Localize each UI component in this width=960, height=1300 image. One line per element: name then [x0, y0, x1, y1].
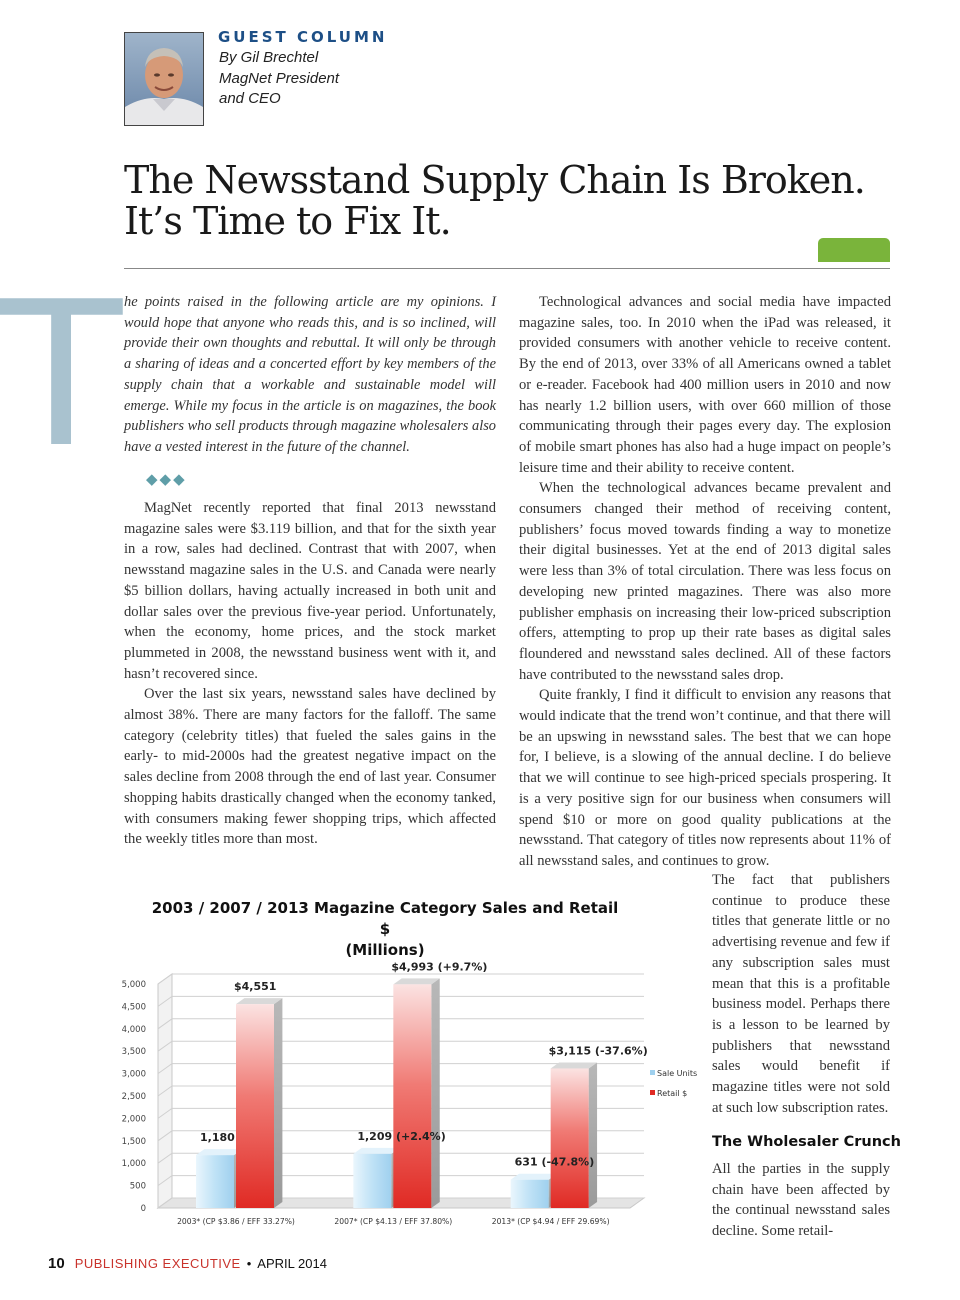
headline-rule: [124, 268, 890, 269]
section-tab: [818, 238, 890, 262]
paragraph: All the parties in the supply chain have been affected by the continual newsstand sales decline. Some retail-: [712, 1161, 890, 1240]
y-tick-label: 1,500: [121, 1136, 146, 1147]
y-tick-label: 4,000: [121, 1024, 146, 1035]
right-narrow-column: [712, 870, 890, 1118]
paragraph: When the technological advances became prevalent and consumers changed their method of receiving content, publishers’ focus moved towards finding a way to monetize their digital businesses. Yet at the end of 2013 digital sales were less than 3% of total circulation. There was less focus on developing new printed magazines. There was also more publisher emphasis on increasing their low-priced subscription offers, attempting to prop up their rate bases as digital sales floundered and newsstand sales declined. All of these factors have contributed to the newsstand sales drop.: [519, 480, 891, 683]
paragraph: Quite frankly, I find it difficult to envision any reasons that would indicate that the trend won’t continue, and that there will be an upswing in newsstand sales. The best that we can hope for, I believe, is a slowing of the annual decline. I do believe that we will continue to see high-priced specials prospering. It is a very positive sign for our business when consumers will spend $10 or more on good quality publications at the newsstand. That category of titles now represents about 11% of all newsstand sales, and continues to grow.: [519, 687, 891, 869]
y-tick-label: 3,500: [121, 1047, 146, 1058]
y-tick-label: 0: [140, 1204, 146, 1214]
chart-legend: [650, 1069, 697, 1098]
y-tick-label: 500: [129, 1181, 146, 1192]
x-category-label: 2003* (CP $3.86 / EFF 33.27%): [177, 1217, 295, 1226]
bar-sale-units: [511, 1180, 549, 1208]
article-intro: he points raised in the following article are my opinions. I would hope that anyone who reads this, and is so inclined, will provide their own thoughts and rebuttal. It will only be through a sharing of ideas and a concerted effort by key members of the supply chain that a workable and sustainable model will emerge. While my focus in the article is on magazines, the book publishers who sell products through magazine wholesalers also have a vested interest in the future of the channel.: [124, 294, 496, 455]
author-portrait-image: [125, 33, 203, 125]
section-kicker: GUEST COLUMN: [218, 28, 388, 46]
bar-side: [274, 998, 282, 1208]
article-headline: [124, 160, 904, 242]
subhead: The Wholesaler Crunch: [712, 1134, 901, 1150]
bar-retail: [551, 1068, 589, 1208]
y-tick-label: 2,500: [121, 1092, 146, 1102]
paragraph: Over the last six years, newsstand sales have declined by almost 38%. There are many factors for the falloff. The same category (celebrity titles) that fueled the sales gains in the early- to mid-2000s had the greatest negative impact on the sales decline from 2008 through the end of last year. Consumer shopping habits drastically changed when the economy tanked, with consumers making fewer shopping trips, which affected the weekly titles more than most.: [124, 686, 496, 848]
y-tick-label: 1,000: [121, 1159, 146, 1170]
bar-retail: [236, 1004, 274, 1208]
bar-retail: [393, 984, 431, 1208]
footer-bullet: •: [246, 1256, 252, 1271]
bar-value-label: 1,209 (+2.4%): [357, 1129, 446, 1143]
chart-title-line-1: 2003 / 2007 / 2013 Magazine Category Sales and Retail $: [151, 899, 619, 938]
y-tick-label: 5,000: [121, 980, 146, 990]
author-name: By Gil Brechtel: [219, 49, 319, 66]
page-number: 10: [48, 1255, 65, 1272]
y-tick-label: 2,000: [121, 1114, 146, 1125]
drop-cap-letter: T: [0, 292, 123, 452]
bar-value-label: 631 (-47.8%): [514, 1155, 595, 1169]
paragraph: MagNet recently reported that final 2013 newsstand magazine sales were $3.119 billion, and that for the sixth year in a row, sales had declined. Contrast that with 2007, when newsstand magazine sales in the U.S. and Canada were nearly $5 billion dollars, having actually increased in both unit and dollar sales over the previous five-year period. Unfortunately, when the economy, home prices, and the stock market plummeted in 2008, the newsstand business went with it, and hasn’t recovered since.: [124, 500, 496, 682]
section-separator: ◆◆◆: [146, 472, 187, 488]
right-narrow-column-2: [712, 1159, 890, 1242]
legend-swatch: [650, 1070, 655, 1075]
bar-value-label: $4,551: [234, 980, 277, 994]
magazine-name: PUBLISHING EXECUTIVE: [74, 1256, 241, 1271]
bar-value-label: $4,993 (+9.7%): [391, 960, 488, 974]
right-column: [519, 292, 891, 872]
y-tick-label: 4,500: [121, 1002, 146, 1013]
author-photo: [124, 32, 204, 126]
chart-bars: [196, 978, 597, 1208]
paragraph: Technological advances and social media have impacted magazine sales, too. In 2010 when the iPad was released, it provided consumers with another vehicle to receive content. By the end of 2013, over 33% of all Americans owned a tablet or e-reader. Facebook had 400 million users in 2010 and now has nearly 1.2 billion users, with over 660 million of those communicating through their pages every day. The explosion of mobile smart phones has also had a huge impact on people’s leisure time and their ability to receive content.: [519, 294, 891, 476]
x-category-label: 2007* (CP $4.13 / EFF 37.80%): [334, 1217, 453, 1226]
headline-line-2: It’s Time to Fix It.: [124, 199, 451, 243]
legend-swatch: [650, 1090, 655, 1095]
bar-side: [589, 1062, 597, 1208]
issue-date: APRIL 2014: [257, 1256, 327, 1271]
author-title-cont: and CEO: [219, 90, 281, 107]
y-tick-label: 3,000: [121, 1069, 146, 1080]
x-category-label: 2013* (CP $4.94 / EFF 29.69%): [491, 1217, 610, 1226]
bar-chart: [110, 950, 710, 1240]
author-title: MagNet President: [219, 70, 340, 87]
bar-value-label: 1,180: [200, 1131, 235, 1145]
left-column: [124, 498, 496, 850]
legend-label: Retail $: [657, 1089, 688, 1098]
paragraph: The fact that publishers continue to produce these titles that generate little or no advertising revenue and few if any subscription sales must mean that this is a profitable business model. Perhaps there is a lesson to be learned by publishers that newsstand sales would benefit if magazine titles were not sold at such low subscription rates.: [712, 872, 890, 1116]
drop-cap: [0, 292, 124, 452]
bar-sale-units: [196, 1155, 234, 1208]
bar-sale-units: [353, 1154, 391, 1208]
page-footer: [48, 1255, 327, 1272]
headline-line-1: The Newsstand Supply Chain Is Broken.: [124, 158, 865, 202]
bar-value-label: $3,115 (-37.6%): [548, 1044, 648, 1058]
bar-side: [431, 978, 439, 1208]
chart-title-line-2: (Millions): [345, 941, 425, 959]
legend-label: Sale Units: [657, 1069, 698, 1078]
